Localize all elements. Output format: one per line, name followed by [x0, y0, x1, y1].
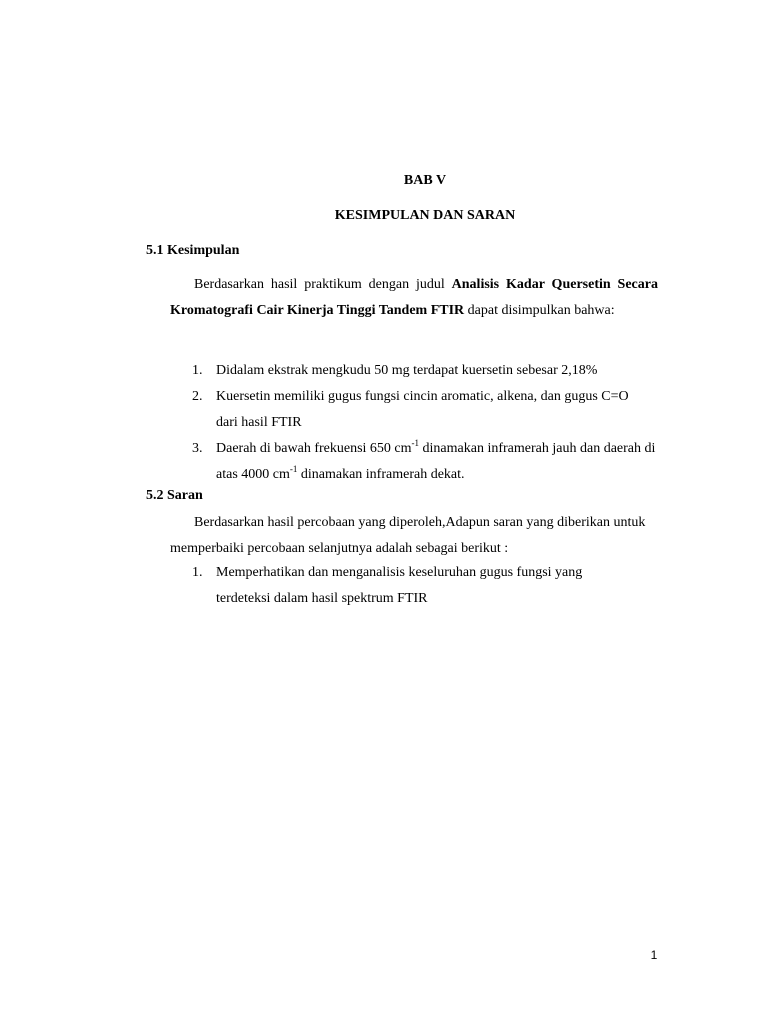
chapter-number: BAB V: [403, 173, 447, 188]
list-item-number: 3.: [192, 441, 203, 456]
chapter-title: KESIMPULAN DAN SARAN: [334, 208, 516, 223]
practicum-title: Analisis Kadar Quersetin Secara Kromatografi Cair Kinerja Tinggi Tandem FTIR: [170, 277, 658, 318]
list-item-text: Didalam ekstrak mengkudu 50 mg terdapat kuersetin sebesar 2,18%: [216, 363, 598, 378]
superscript-exponent: -1: [411, 438, 420, 448]
list-item-text-part-a: Daerah di bawah frekuensi 650 cm: [216, 441, 412, 456]
conclusion-intro-paragraph: [170, 272, 658, 324]
list-item: [192, 436, 662, 488]
conclusion-intro-text: Berdasarkan hasil praktikum dengan judul: [194, 277, 452, 292]
suggestion-heading: 5.2 Saran: [146, 488, 203, 503]
list-item-text-part-b: dinamakan inframerah jauh dan daerah di atas 4000 cm: [216, 441, 656, 482]
conclusion-intro-ending: dapat disimpulkan bahwa:: [464, 303, 615, 318]
list-item-number: 1.: [192, 363, 203, 378]
list-item: [192, 560, 662, 612]
conclusion-list: [192, 358, 662, 488]
list-item-text: Memperhatikan dan menganalisis keseluruhan gugus fungsi yang terdeteksi dalam hasil spektrum FTIR: [216, 565, 583, 606]
suggestion-list: [192, 560, 662, 612]
list-item-number: 1.: [192, 565, 203, 580]
suggestion-intro-paragraph: Berdasarkan hasil percobaan yang diperoleh,Adapun saran yang diberikan untuk memperbaiki percobaan selanjutnya adalah sebagai berikut :: [170, 515, 646, 556]
list-item-number: 2.: [192, 389, 203, 404]
list-item: [192, 358, 662, 384]
page-number: 1: [650, 948, 658, 962]
list-item-text-part-c: dinamakan inframerah dekat.: [297, 467, 465, 482]
conclusion-heading: 5.1 Kesimpulan: [146, 243, 240, 258]
list-item: [192, 384, 662, 436]
superscript-exponent: -1: [289, 464, 298, 474]
list-item-text: Kuersetin memiliki gugus fungsi cincin aromatic, alkena, dan gugus C=O dari hasil FTIR: [216, 389, 629, 430]
